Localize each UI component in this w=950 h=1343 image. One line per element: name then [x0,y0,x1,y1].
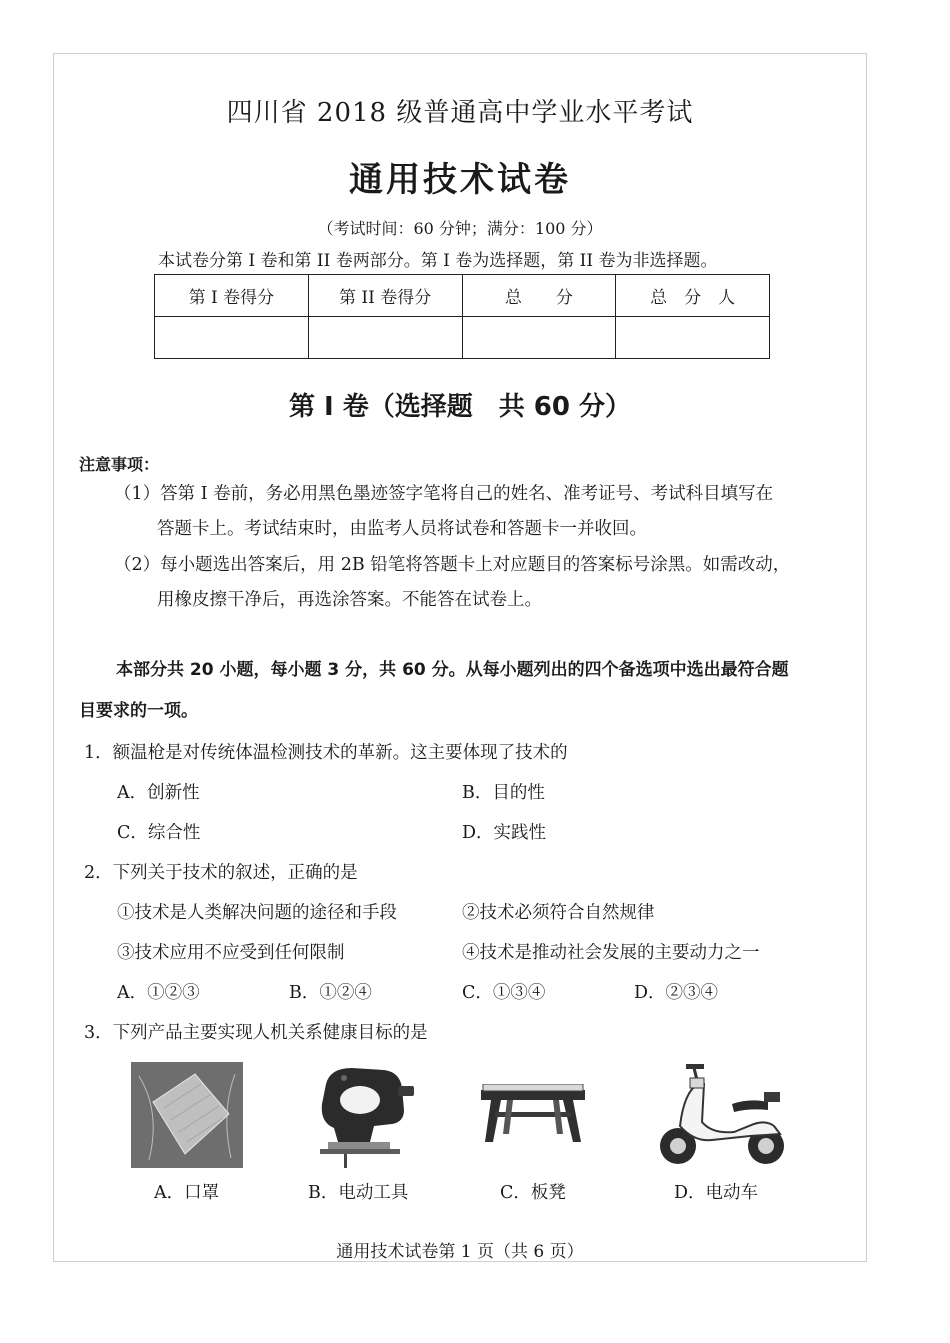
q1-option-b[interactable]: B．目的性 [462,783,545,803]
question-3-stem: 3．下列产品主要实现人机关系健康目标的是 [84,1023,428,1043]
q2-option-c[interactable]: C．①③④ [462,983,546,1003]
instruction-paragraph [79,650,849,732]
q1-option-c[interactable]: C．综合性 [117,823,201,843]
notice-label: 注意事项： [79,455,160,474]
electric-scooter-image [654,1062,792,1172]
notice-line: 用橡皮擦干净后，再选涂答案。不能答在试卷上。 [157,590,542,610]
notice-line: （2）每小题选出答案后，用 2B 铅笔将答题卡上对应题目的答案标号涂黑。如需改动， [114,555,791,575]
q1-option-d[interactable]: D．实践性 [462,823,547,843]
q2-statement-2: ②技术必须符合自然规律 [462,903,655,923]
q3-option-a[interactable]: A．口罩 [154,1183,220,1203]
exam-page [53,53,867,1262]
score-table [154,274,770,359]
q2-statement-3: ③技术应用不应受到任何限制 [117,943,345,963]
score-header-part1: 第 I 卷得分 [155,275,309,317]
exam-title: 四川省 2018 级普通高中学业水平考试 [226,98,694,128]
q2-option-d[interactable]: D．②③④ [634,983,719,1003]
score-table-header-row [155,275,770,317]
score-cell-grader[interactable] [616,317,770,359]
notice-item [114,477,773,547]
question-1-stem: 1．额温枪是对传统体温检测技术的革新。这主要体现了技术的 [84,743,568,763]
q2-statement-4: ④技术是推动社会发展的主要动力之一 [462,943,760,963]
instruction-line: 本部分共 20 小题，每小题 3 分，共 60 分。从每小题列出的四个备选项中选出最符合题 [116,660,789,680]
exam-info: （考试时间：60 分钟；满分：100 分） [317,219,603,238]
power-tool-image [304,1062,420,1170]
notice-item [114,548,790,618]
q2-statement-1: ①技术是人类解决问题的途径和手段 [117,903,397,923]
score-cell-part2[interactable] [308,317,462,359]
question-2-stem: 2．下列关于技术的叙述，正确的是 [84,863,358,883]
q3-option-d[interactable]: D．电动车 [674,1183,759,1203]
notice-line: 答题卡上。考试结束时，由监考人员将试卷和答题卡一并收回。 [157,519,647,539]
q3-option-b[interactable]: B．电动工具 [308,1183,409,1203]
notice-line: （1）答第 I 卷前，务必用黑色墨迹签字笔将自己的姓名、准考证号、考试科目填写在 [114,484,774,504]
score-header-total: 总 分 [462,275,616,317]
mask-image [131,1062,243,1168]
intro-text: 本试卷分第 I 卷和第 II 卷两部分。第 I 卷为选择题，第 II 卷为非选择题。 [158,251,718,271]
q2-option-a[interactable]: A．①②③ [117,983,200,1003]
bench-image [479,1084,589,1146]
paper-title: 通用技术试卷 [349,160,571,200]
score-table-entry-row [155,317,770,359]
page-footer: 通用技术试卷第 1 页（共 6 页） [336,1242,584,1262]
score-header-grader: 总 分 人 [616,275,770,317]
score-cell-total[interactable] [462,317,616,359]
section-heading: 第 I 卷（选择题 共 60 分） [288,392,632,422]
q2-option-b[interactable]: B．①②④ [289,983,372,1003]
score-cell-part1[interactable] [155,317,309,359]
score-header-part2: 第 II 卷得分 [308,275,462,317]
q1-option-a[interactable]: A．创新性 [117,783,200,803]
q3-option-c[interactable]: C．板凳 [500,1183,566,1203]
instruction-line: 目要求的一项。 [79,701,198,721]
